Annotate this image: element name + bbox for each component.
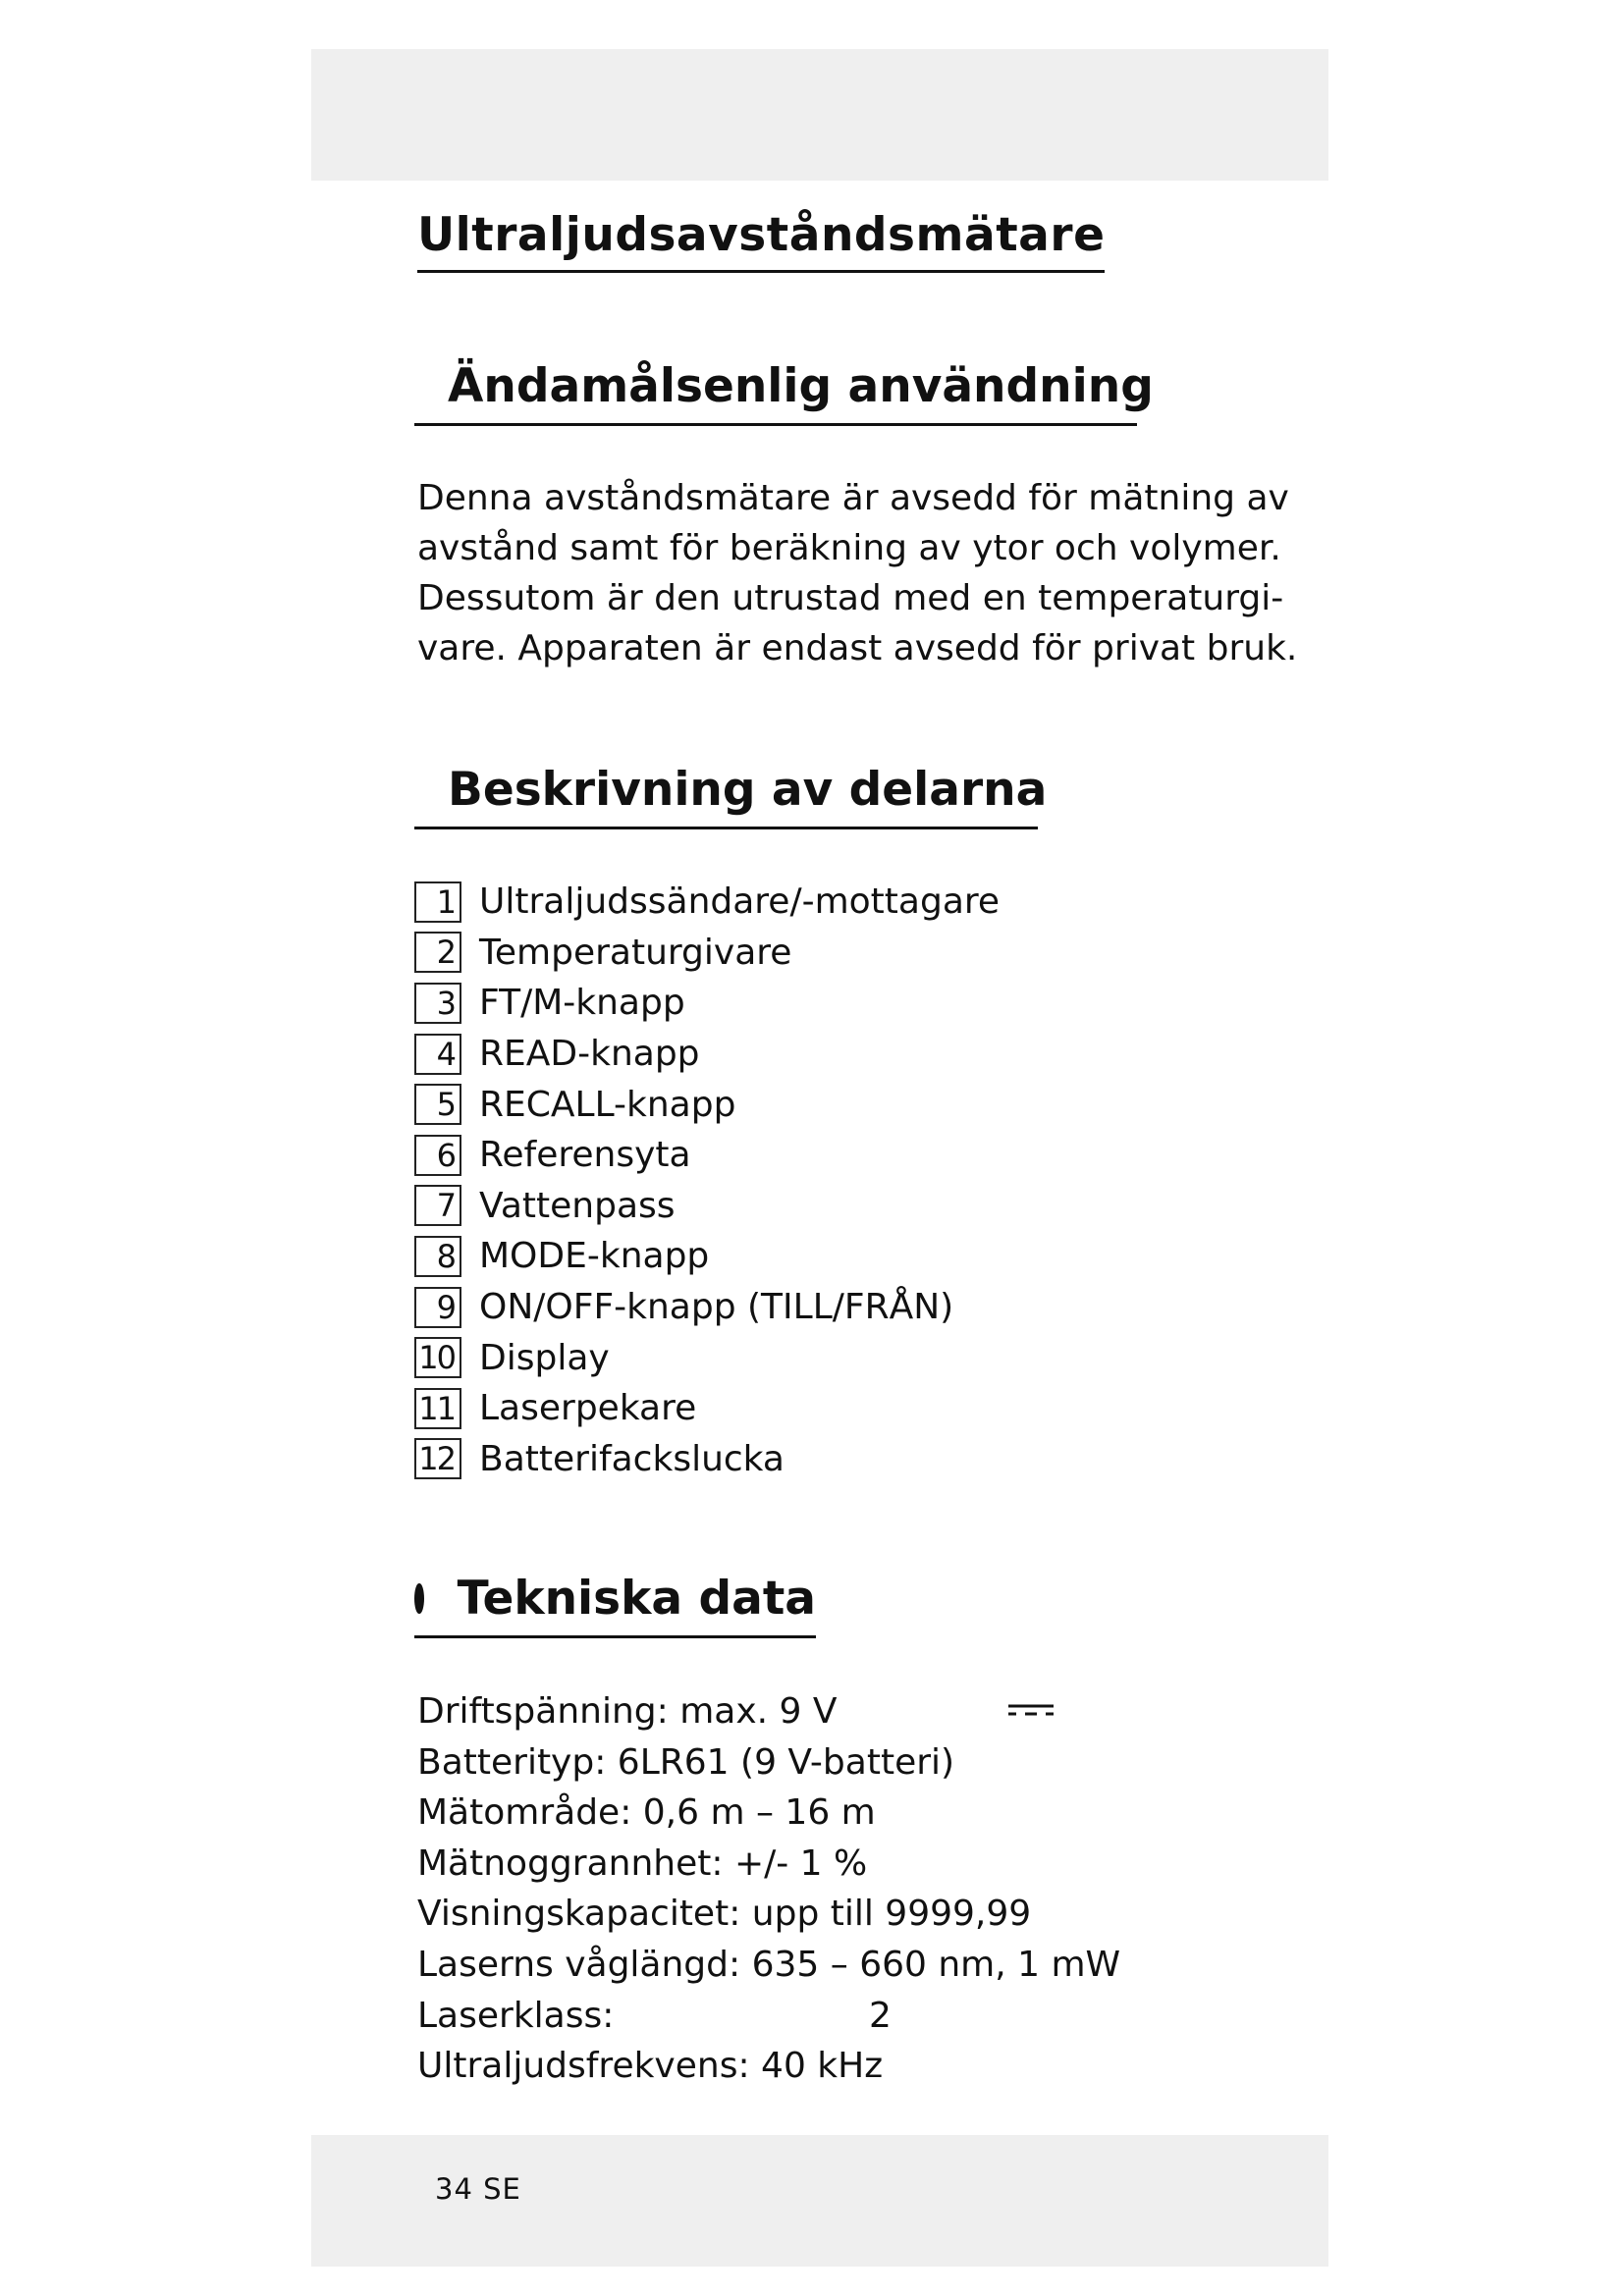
- part-label: RECALL-knapp: [479, 1084, 736, 1125]
- tech-label: Mätområde:: [417, 1792, 632, 1834]
- tech-row: [417, 2041, 1120, 2092]
- part-number: 11: [414, 1388, 461, 1429]
- part-label: Display: [479, 1337, 610, 1378]
- direct-current-icon: [1006, 1686, 1056, 1736]
- tech-row: [417, 1940, 1120, 1991]
- parts-list: [414, 877, 1000, 1484]
- section-heading-text: Ändamålsenlig användning: [448, 359, 1154, 413]
- tech-value: 635 – 660 nm, 1 mW: [751, 1944, 1121, 1985]
- paragraph-line: vare. Apparaten är endast avsedd för privat bruk.: [417, 628, 1298, 668]
- part-label: MODE-knapp: [479, 1236, 710, 1277]
- tech-value: max. 9 V: [679, 1691, 838, 1732]
- part-number: 2: [414, 932, 461, 973]
- list-item: [414, 928, 1000, 979]
- section-heading-text: Tekniska data: [457, 1572, 816, 1626]
- part-number: 6: [414, 1135, 461, 1176]
- part-label: Referensyta: [479, 1135, 691, 1176]
- part-number: 5: [414, 1084, 461, 1125]
- section-heading-technical: [414, 1572, 816, 1638]
- tech-row: [417, 1889, 1120, 1940]
- list-item: [414, 877, 1000, 928]
- part-number: 7: [414, 1185, 461, 1226]
- tech-value: 0,6 m – 16 m: [642, 1792, 876, 1834]
- part-label: ON/OFF-knapp (TILL/FRÅN): [479, 1287, 954, 1328]
- tech-row: [417, 1991, 1120, 2042]
- header-band: [311, 49, 1328, 181]
- tech-label: Ultraljudsfrekvens:: [417, 2046, 750, 2087]
- tech-value: 40 kHz: [761, 2046, 884, 2087]
- part-label: Batterifackslucka: [479, 1438, 785, 1479]
- paragraph-line: Denna avståndsmätare är avsedd för mätning av: [417, 478, 1289, 518]
- part-number: 3: [414, 983, 461, 1024]
- section-heading-parts: [414, 763, 1048, 829]
- tech-row: [417, 1788, 1120, 1839]
- list-item: [414, 1130, 1000, 1181]
- part-number: 12: [414, 1438, 461, 1479]
- tech-label: Mätnoggrannhet:: [417, 1842, 724, 1884]
- tech-label: Driftspänning:: [417, 1691, 669, 1732]
- section-heading-text: Beskrivning av delarna: [448, 763, 1048, 817]
- tech-label: Laserns våglängd:: [417, 1944, 741, 1985]
- part-number: 8: [414, 1236, 461, 1277]
- tech-value: +/- 1 %: [733, 1842, 868, 1884]
- tech-row: [417, 1839, 1120, 1890]
- list-item: [414, 978, 1000, 1029]
- tech-row: [417, 1737, 1120, 1789]
- tech-label: Visningskapacitet:: [417, 1894, 741, 1935]
- part-label: Ultraljudssändare/-mottagare: [479, 881, 1001, 923]
- paragraph-line: Dessutom är den utrustad med en temperaturgi-: [417, 578, 1284, 618]
- part-label: Vattenpass: [479, 1185, 676, 1226]
- list-item: [414, 1181, 1000, 1232]
- list-item: [414, 1282, 1000, 1333]
- part-label: Laserpekare: [479, 1388, 697, 1429]
- list-item: [414, 1332, 1000, 1383]
- tech-value: 2: [869, 1995, 892, 2036]
- part-label: FT/M-knapp: [479, 983, 685, 1024]
- tech-value: 6LR61 (9 V-batteri): [617, 1741, 955, 1783]
- part-number: 9: [414, 1287, 461, 1328]
- part-number: 1: [414, 881, 461, 923]
- list-item: [414, 1434, 1000, 1485]
- usage-paragraph: [417, 473, 1298, 673]
- tech-label: Laserklass:: [417, 1995, 615, 2036]
- technical-data-list: [417, 1686, 1120, 2092]
- part-label: READ-knapp: [479, 1034, 700, 1075]
- bullet-icon: [414, 1583, 424, 1614]
- section-heading-usage: [414, 359, 1154, 426]
- page-number: 34 SE: [435, 2172, 521, 2206]
- list-item: [414, 1231, 1000, 1282]
- tech-label: Batterityp:: [417, 1741, 607, 1783]
- part-number: 4: [414, 1034, 461, 1075]
- list-item: [414, 1383, 1000, 1434]
- tech-value: upp till 9999,99: [751, 1894, 1032, 1935]
- part-number: 10: [414, 1337, 461, 1378]
- list-item: [414, 1029, 1000, 1080]
- list-item: [414, 1079, 1000, 1130]
- tech-row: [417, 1686, 1120, 1737]
- page-title: Ultraljudsavståndsmätare: [417, 208, 1105, 273]
- part-label: Temperaturgivare: [479, 932, 792, 973]
- paragraph-line: avstånd samt för beräkning av ytor och volymer.: [417, 528, 1281, 568]
